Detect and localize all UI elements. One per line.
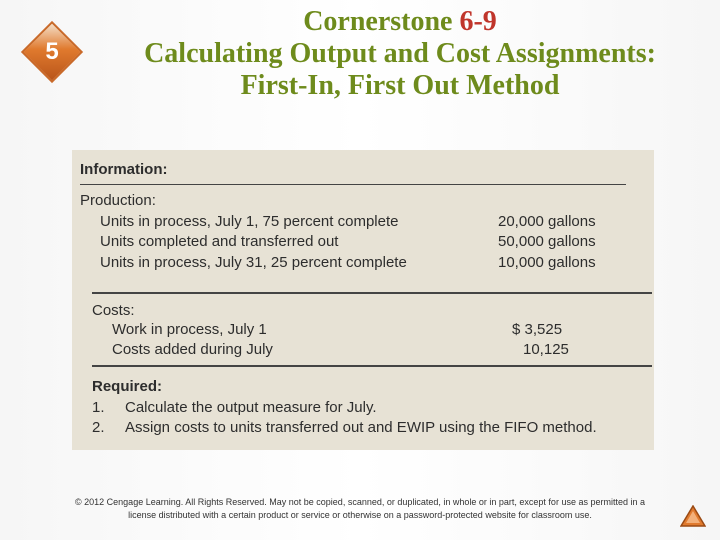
title-prefix: Cornerstone bbox=[303, 6, 460, 37]
required-heading: Required: bbox=[92, 378, 163, 395]
information-heading: Information: bbox=[80, 161, 168, 178]
required-item-number: 1. bbox=[92, 399, 105, 416]
required-item-number: 2. bbox=[92, 419, 105, 436]
cost-row-label: Work in process, July 1 bbox=[112, 321, 267, 338]
cornerstone-number: 6-9 bbox=[459, 6, 497, 37]
production-row-value: 50,000 gallons bbox=[498, 233, 596, 250]
divider bbox=[92, 365, 652, 367]
title-line-1 bbox=[100, 6, 700, 38]
slide-title bbox=[100, 6, 700, 102]
cost-row-label: Costs added during July bbox=[112, 341, 273, 358]
title-line-3: First-In, First Out Method bbox=[240, 70, 560, 101]
cost-row-value: $ 3,525 bbox=[512, 321, 563, 338]
production-label: Production: bbox=[80, 192, 156, 209]
costs-label: Costs: bbox=[92, 302, 135, 319]
production-row-value: 10,000 gallons bbox=[498, 254, 596, 271]
divider bbox=[80, 184, 626, 185]
cost-row-value: 10,125 bbox=[523, 341, 569, 358]
production-row-label: Units in process, July 1, 75 percent complete bbox=[100, 213, 399, 230]
title-line-2: Calculating Output and Cost Assignments: bbox=[144, 38, 656, 69]
production-row-value: 20,000 gallons bbox=[498, 213, 596, 230]
triangle-icon bbox=[680, 505, 706, 527]
required-item-text: Assign costs to units transferred out and EWIP using the FIFO method. bbox=[125, 419, 597, 436]
slide-number: 5 bbox=[45, 38, 59, 65]
required-item-text: Calculate the output measure for July. bbox=[125, 399, 377, 416]
copyright-line-1: © 2012 Cengage Learning. All Rights Reserved. May not be copied, scanned, or duplicated, in whole or in part, except for use as permitted in a bbox=[75, 497, 645, 507]
divider bbox=[92, 292, 652, 294]
copyright-line-2: license distributed with a certain product or service or otherwise on a password-protected website for classroom use. bbox=[128, 510, 592, 520]
production-row-label: Units completed and transferred out bbox=[100, 233, 339, 250]
information-panel bbox=[72, 150, 654, 450]
copyright-footer bbox=[20, 496, 700, 522]
slide-number-badge bbox=[24, 24, 80, 80]
production-row-label: Units in process, July 31, 25 percent complete bbox=[100, 254, 407, 271]
